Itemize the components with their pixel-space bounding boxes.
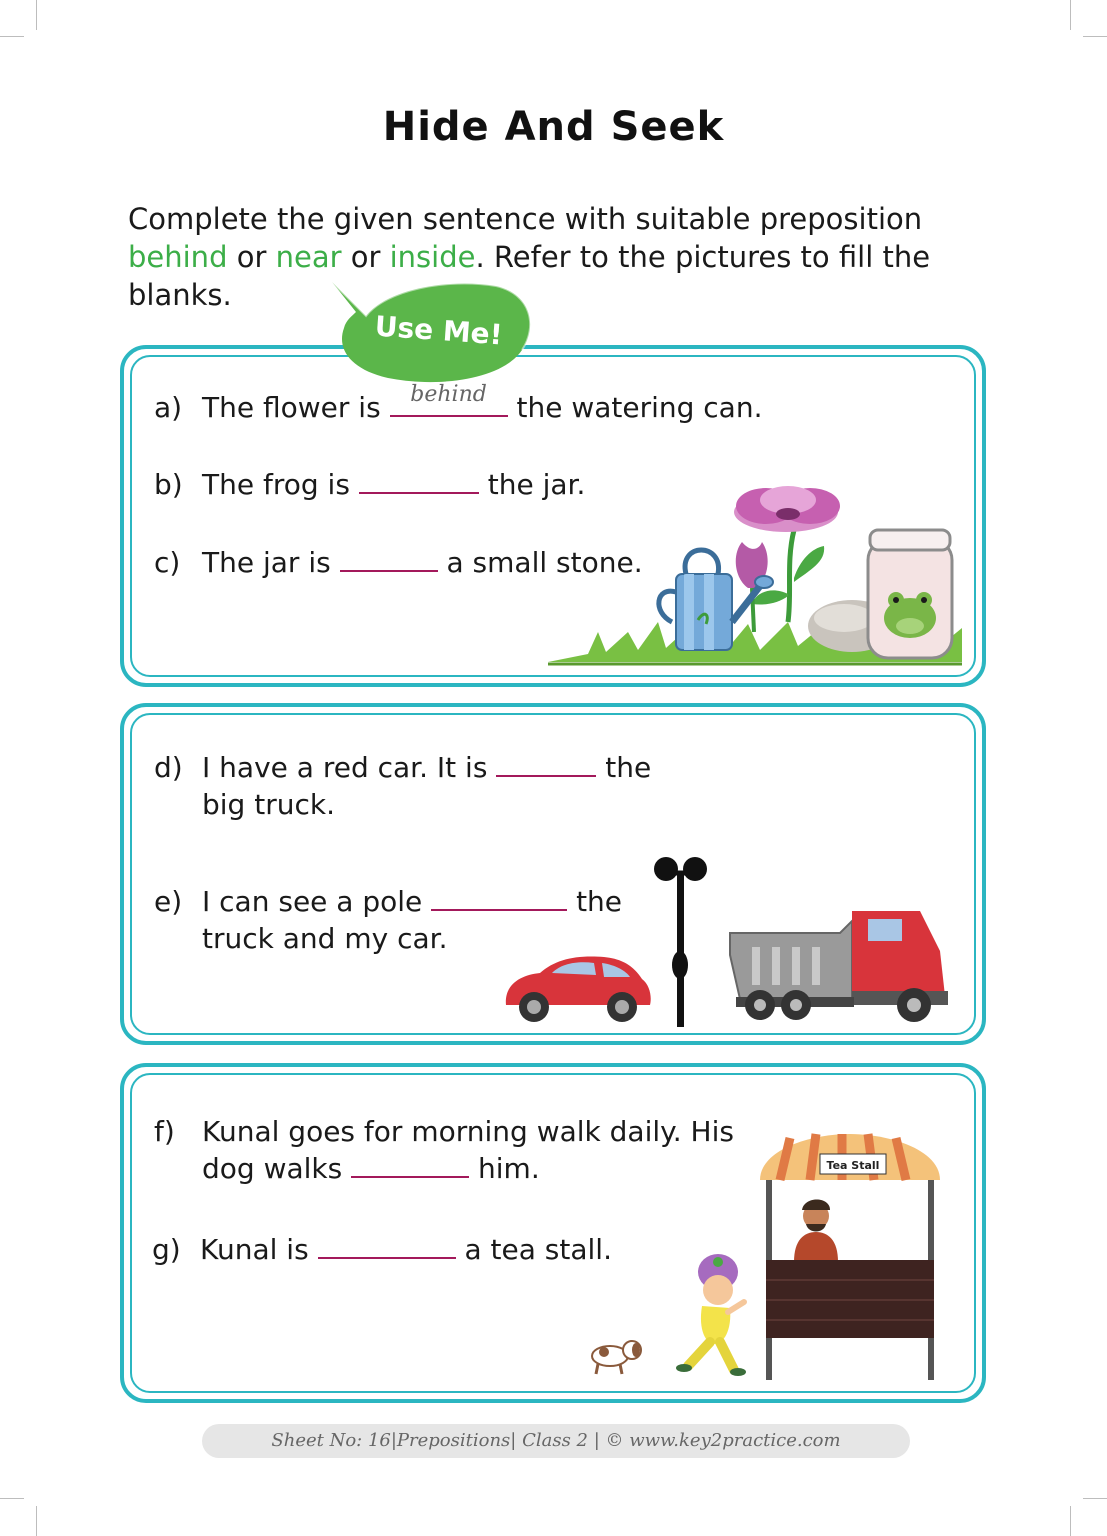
question-text: The flower is [202, 391, 390, 424]
preposition-behind: behind [128, 240, 228, 274]
answer-blank-f[interactable] [351, 1150, 469, 1178]
use-me-badge [326, 276, 538, 388]
instructions-text: . Refer to the pictures to fill the [475, 240, 931, 274]
crop-mark [0, 1498, 24, 1499]
question-label: b) [154, 468, 183, 501]
question-label: g) [152, 1233, 181, 1266]
question-label: a) [154, 391, 183, 424]
crop-mark [1083, 36, 1107, 37]
tea-stall-sign: Tea Stall [826, 1159, 880, 1172]
question-text: the [567, 885, 623, 918]
question-label: c) [154, 546, 181, 579]
instructions [128, 200, 988, 314]
question-label: f) [154, 1115, 175, 1148]
question-text: the watering can. [507, 391, 763, 424]
footer: Sheet No: 16|Prepositions| Class 2 | © www.key2practice.com [202, 1424, 910, 1458]
question-g [152, 1231, 612, 1268]
instructions-text: blanks. [128, 278, 232, 312]
question-d [154, 749, 651, 823]
crop-mark [1083, 1498, 1107, 1499]
question-text: The jar is [202, 546, 340, 579]
answer-blank-c[interactable] [340, 544, 438, 572]
question-text: I have a red car. It is [202, 751, 497, 784]
question-text: him. [469, 1152, 540, 1185]
question-text: dog walks [202, 1152, 352, 1185]
preposition-inside: inside [389, 240, 476, 274]
crop-mark [36, 1506, 37, 1536]
question-label: e) [154, 885, 183, 918]
question-text: big truck. [202, 788, 335, 821]
question-text: a small stone. [437, 546, 643, 579]
question-a [154, 382, 763, 426]
tea-stall-illustration [580, 1130, 946, 1380]
question-text: Kunal is [200, 1233, 318, 1266]
crop-mark [1070, 1506, 1071, 1536]
question-text: The frog is [202, 468, 359, 501]
page-title: Hide And Seek [382, 104, 725, 150]
answer-blank-g[interactable] [318, 1231, 456, 1259]
question-text: truck and my car. [202, 922, 448, 955]
instructions-or: or [341, 240, 390, 274]
question-label: d) [154, 751, 183, 784]
preposition-near: near [275, 240, 342, 274]
crop-mark [1070, 0, 1071, 30]
question-text: the jar. [478, 468, 586, 501]
question-text: I can see a pole [202, 885, 432, 918]
crop-mark [36, 0, 37, 30]
crop-mark [0, 36, 24, 37]
question-text: a tea stall. [455, 1233, 612, 1266]
answer-blank-b[interactable] [359, 466, 479, 494]
badge-text: Use Me! [373, 309, 504, 352]
question-b [154, 466, 585, 503]
filled-answer: behind [410, 382, 487, 407]
street-illustration [500, 855, 952, 1031]
garden-illustration [548, 482, 964, 666]
question-text: Kunal goes for morning walk daily. His [202, 1115, 734, 1148]
answer-blank-a[interactable] [390, 382, 508, 417]
instructions-text: Complete the given sentence with suitable preposition [128, 202, 923, 236]
answer-blank-d[interactable] [496, 749, 596, 777]
question-text: the [596, 751, 652, 784]
instructions-or: or [227, 240, 276, 274]
